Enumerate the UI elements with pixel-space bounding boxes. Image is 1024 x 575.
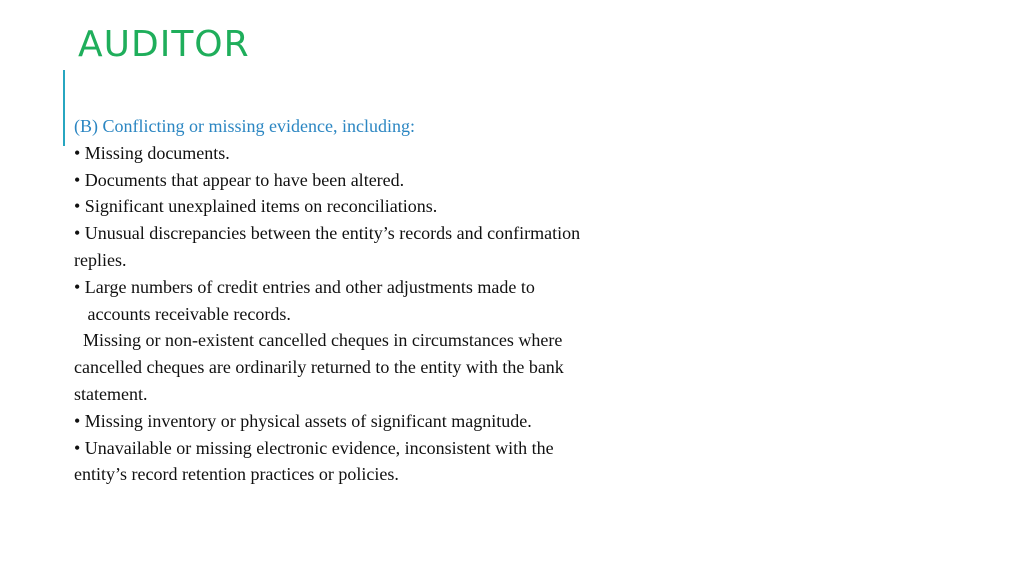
body-line: replies.	[74, 249, 127, 270]
body-line: Missing or non-existent cancelled cheques in circumstances where	[74, 330, 563, 351]
body-line: • Unavailable or missing electronic evidence, inconsistent with the	[74, 437, 554, 458]
body-line: cancelled cheques are ordinarily returned to the entity with the bank	[74, 357, 564, 378]
accent-bar	[63, 70, 65, 146]
body-line: • Significant unexplained items on reconciliations.	[74, 196, 438, 217]
body-line: • Unusual discrepancies between the entity’s records and confirmation	[74, 223, 581, 244]
body-line: entity’s record retention practices or policies.	[74, 464, 399, 485]
body-line: • Missing documents.	[74, 142, 230, 163]
body-line: • Large numbers of credit entries and other adjustments made to	[74, 276, 535, 297]
subheading: (B) Conflicting or missing evidence, including:	[74, 116, 415, 136]
body-line: • Missing inventory or physical assets of significant magnitude.	[74, 410, 532, 431]
slide-title: AUDITOR	[78, 24, 250, 65]
body-line: statement.	[74, 383, 148, 404]
slide-body	[74, 113, 634, 488]
body-line: • Documents that appear to have been altered.	[74, 169, 405, 190]
body-line: accounts receivable records.	[74, 303, 291, 324]
